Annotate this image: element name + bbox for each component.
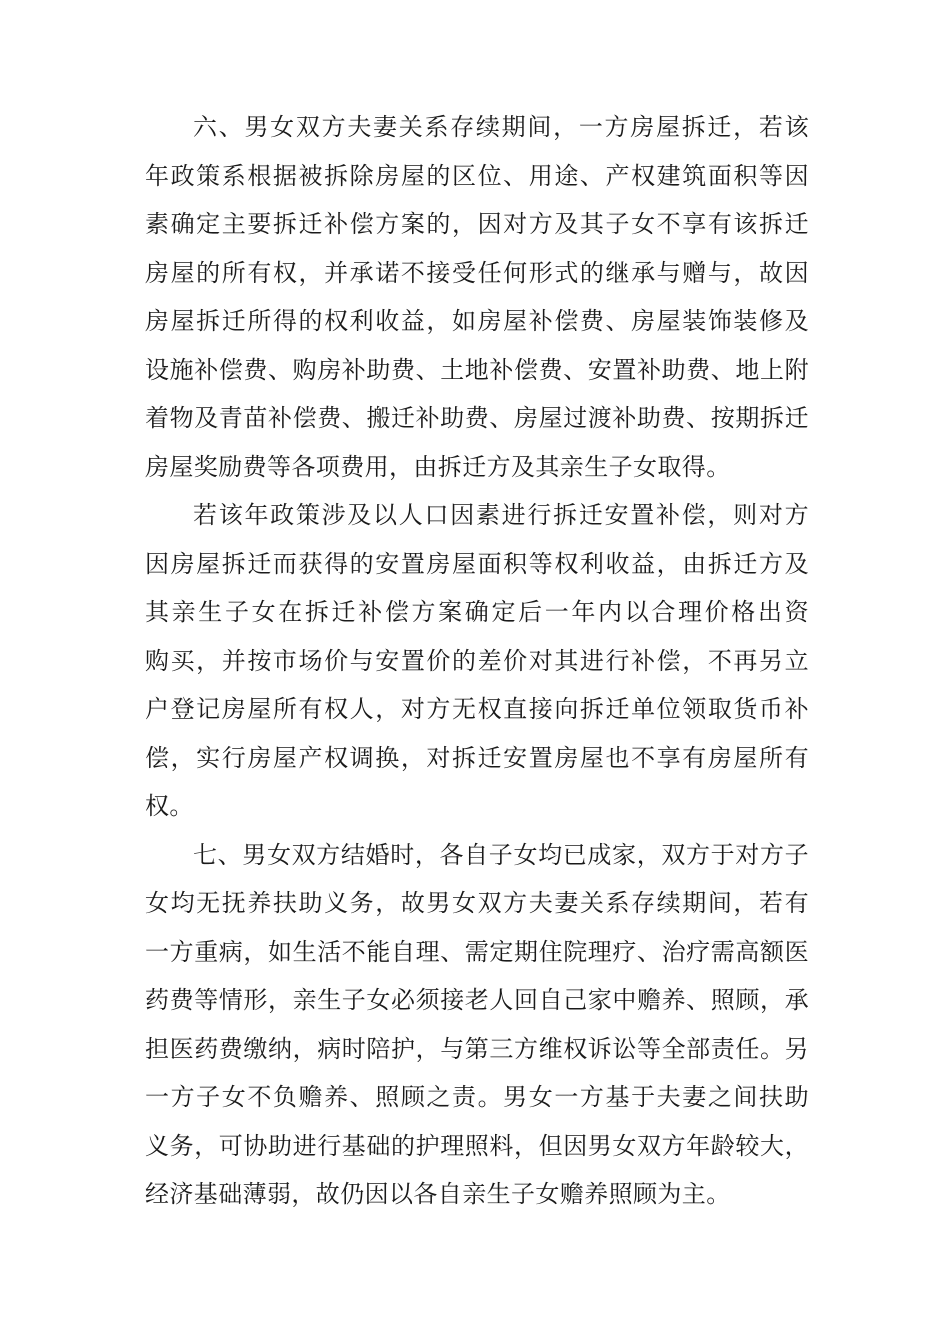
paragraph-3-line-1: 七、男女双方结婚时，各自子女均已成家，双方于对方子 [193,840,809,869]
paragraph-2-line-7: 权。 [145,792,194,820]
paragraph-3-line-4: 药费等情形，亲生子女必须接老人回自己家中赡养、照顾，承 [145,986,809,1014]
paragraph-2-line-2: 因房屋拆迁而获得的安置房屋面积等权利收益，由拆迁方及 [145,549,809,578]
paragraph-2-line-3: 其亲生子女在拆迁补偿方案确定后一年内以合理价格出资 [145,598,809,626]
paragraph-3-line-6: 一方子女不负赡养、照顾之责。男女一方基于夫妻之间扶助 [145,1083,809,1111]
document-body [145,103,809,1219]
paragraph-1-line-6: 设施补偿费、购房补助费、土地补偿费、安置补助费、地上附 [145,355,809,384]
paragraph-2-line-6: 偿，实行房屋产权调换，对拆迁安置房屋也不享有房屋所有 [145,743,809,772]
paragraph-3-line-3: 一方重病，如生活不能自理、需定期住院理疗、治疗需高额医 [145,937,809,966]
paragraph-3-line-7: 义务，可协助进行基础的护理照料，但因男女双方年龄较大， [145,1131,809,1160]
paragraph-1-line-5: 房屋拆迁所得的权利收益，如房屋补偿费、房屋装饰装修及 [145,307,809,335]
paragraph-1-line-3: 素确定主要拆迁补偿方案的，因对方及其子女不享有该拆迁 [145,210,809,238]
paragraph-1-line-8: 房屋奖励费等各项费用，由拆迁方及其亲生子女取得。 [145,452,731,481]
paragraph-1-line-1: 六、男女双方夫妻关系存续期间，一方房屋拆迁，若该 [193,113,809,141]
paragraph-2-line-5: 户登记房屋所有权人，对方无权直接向拆迁单位领取货币补 [145,695,809,723]
paragraph-3-line-2: 女均无抚养扶助义务，故男女双方夫妻关系存续期间，若有 [145,889,809,917]
paragraph-2-line-4: 购买，并按市场价与安置价的差价对其进行补偿，不再另立 [145,646,809,675]
paragraph-2-line-1: 若该年政策涉及以人口因素进行拆迁安置补偿，则对方 [193,501,809,529]
paragraph-1-line-4: 房屋的所有权，并承诺不接受任何形式的继承与赠与，故因 [145,258,809,287]
paragraph-1-line-7: 着物及青苗补偿费、搬迁补助费、房屋过渡补助费、按期拆迁 [145,404,809,432]
paragraph-3-line-5: 担医药费缴纳，病时陪护，与第三方维权诉讼等全部责任。另 [145,1034,809,1063]
paragraph-1-line-2: 年政策系根据被拆除房屋的区位、用途、产权建筑面积等因 [145,161,809,190]
paragraph-3-line-8: 经济基础薄弱，故仍因以各自亲生子女赡养照顾为主。 [145,1180,731,1208]
